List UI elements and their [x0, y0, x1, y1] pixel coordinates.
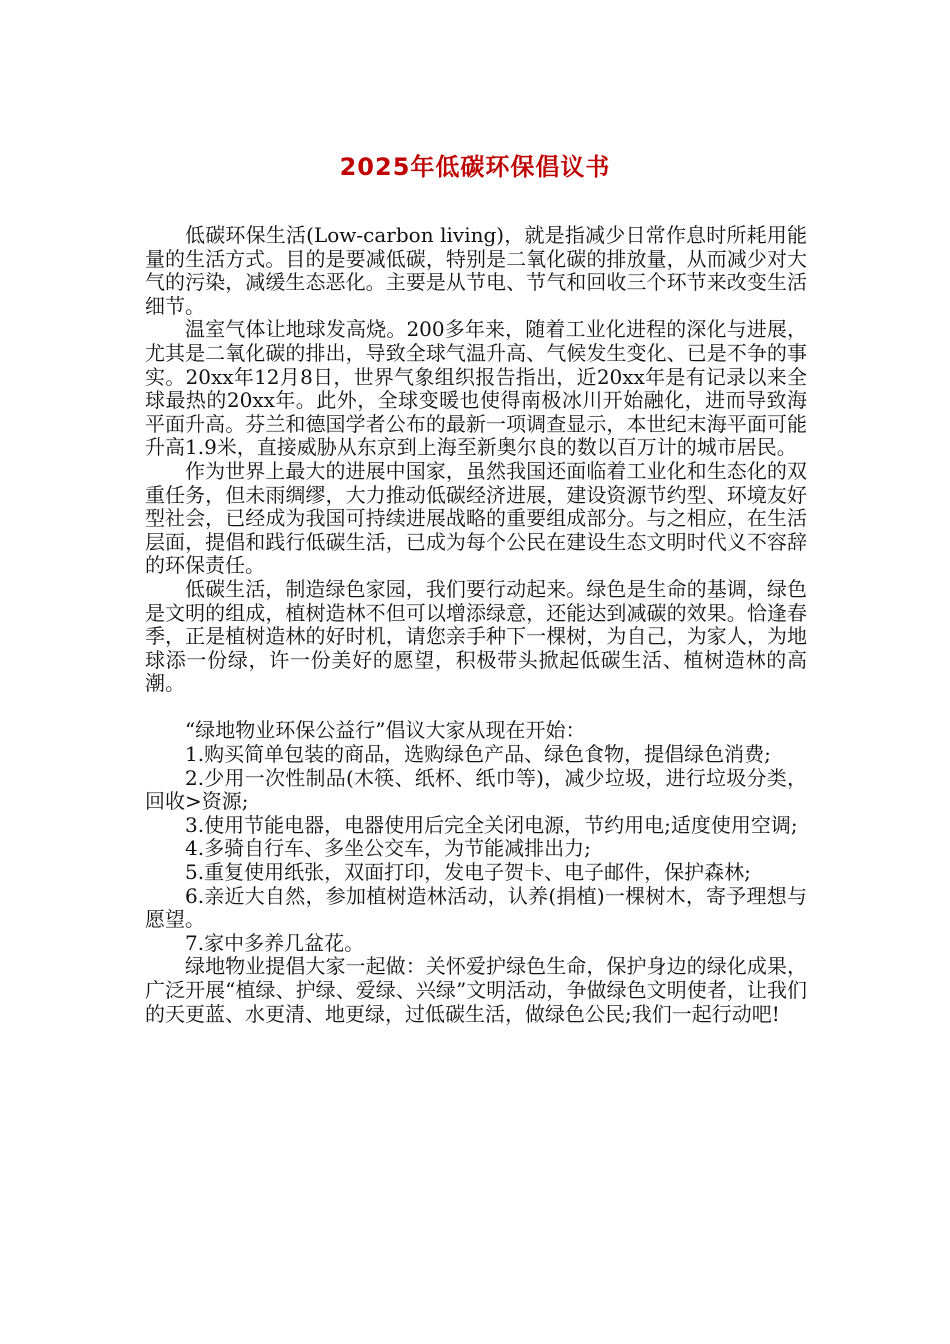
list-item: 4.多骑自行车、多坐公交车，为节能减排出力; [185, 836, 591, 861]
paragraph-gap [145, 696, 807, 720]
document-body [145, 224, 807, 1026]
paragraph-greenhouse: 温室气体让地球发高烧。200多年来，随着工业化进程的深化与进展，尤其是二氧化碳的排出，导致全球气温升高、气候发生变化、已是不争的事实。20xx年12月8日，世界气象组织报告指出，近20xx年是有记录以来全球最热的20xx年。此外，全球变暖也使得南极冰川开始融化，进而导致海平面升高。芬兰和德国学者公布的最新一项调查显示，本世纪末海平面可能升高1.9米，直接威胁从东京到上海至新奥尔良的数以百万计的城市居民。 [145, 317, 807, 460]
list-item: 5.重复使用纸张，双面打印，发电子贺卡、电子邮件，保护森林; [185, 860, 751, 885]
closing-paragraph: 绿地物业提倡大家一起做：关怀爱护绿色生命，保护身边的绿化成果，广泛开展“植绿、护绿、爱绿、兴绿”文明活动，争做绿色文明使者，让我们的天更蓝、水更清、地更绿，过低碳生活，做绿色公民;我们一起行动吧! [145, 954, 807, 1026]
paragraph-responsibility: 作为世界上最大的进展中国家，虽然我国还面临着工业化和生态化的双重任务，但未雨绸缪，大力推动低碳经济进展，建设资源节约型、环境友好型社会，已经成为我国可持续进展战略的重要组成部分。与之相应，在生活层面，提倡和践行低碳生活，已成为每个公民在建设生态文明时代义不容辞的环保责任。 [145, 458, 807, 578]
list-item: 7.家中多养几盆花。 [185, 930, 365, 955]
list-item: 6.亲近大自然，参加植树造林活动，认养(捐植)一棵树木，寄予理想与愿望。 [145, 883, 807, 932]
paragraph-action: 低碳生活，制造绿色家园，我们要行动起来。绿色是生命的基调，绿色是文明的组成，植树造林不但可以增添绿意，还能达到减碳的效果。恰逢春季，正是植树造林的好时机，请您亲手种下一棵树，为自己，为家人，为地球添一份绿，许一份美好的愿望，积极带头掀起低碳生活、植树造林的高潮。 [145, 576, 807, 696]
document-title: 2025年低碳环保倡议书 [339, 153, 611, 182]
list-item: 2.少用一次性制品(木筷、纸杯、纸巾等)，减少垃圾，进行垃圾分类，回收>资源; [145, 765, 807, 814]
call-intro: “绿地物业环保公益行”倡议大家从现在开始： [185, 718, 586, 743]
list-item: 3.使用节能电器，电器使用后完全关闭电源，节约用电;适度使用空调; [185, 812, 798, 837]
paragraph-intro: 低碳环保生活(Low-carbon living)，就是指减少日常作息时所耗用能量的生活方式。目的是要减低碳，特别是二氧化碳的排放量，从而减少对大气的污染，减缓生态恶化。主要是从节电、节气和回收三个环节来改变生活细节。 [145, 223, 807, 318]
list-item: 1.购买简单包装的商品，选购绿色产品、绿色食物，提倡绿色消费; [185, 742, 771, 767]
